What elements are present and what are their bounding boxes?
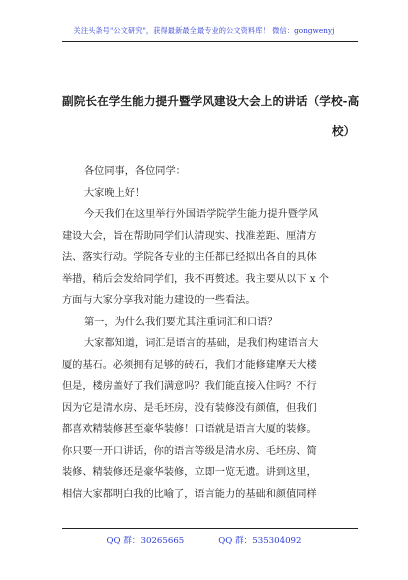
paragraph-line: 法、落实行动。学院各专业的主任都已经拟出各自的具体	[62, 252, 317, 263]
paragraph-line: 厦的基石。必须拥有足够的砖石，我们才能修建摩天大楼	[62, 359, 317, 371]
header-note: 关注头条号"公文研究"，获得最新最全最专业的公文资料库！ 微信：gongwenyj	[73, 26, 335, 35]
paragraph-line: 大家都知道，词汇是语言的基础，是我们构建语言大	[84, 338, 319, 349]
paragraph-line: 相信大家都明白我的比喻了，语言能力的基础和颜值同样	[62, 488, 317, 500]
paragraph-line: 因为它是清水房、是毛坯房，没有装修没有颜值，但我们	[62, 402, 317, 414]
paragraph-line: 建设大会，旨在帮助同学们认清现实、找准差距、厘清方	[62, 230, 317, 242]
paragraph-line: 都喜欢精装修甚至豪华装修！口语就是语言大厦的装修。	[62, 424, 317, 435]
paragraph-line: 但是，楼房盖好了我们满意吗？我们能直接入住吗？不行	[62, 381, 317, 392]
paragraph-line: 方面与大家分享我对能力建设的一些看法。	[62, 295, 256, 306]
footer	[0, 534, 408, 546]
section-heading: 第一，为什么我们要尤其注重词汇和口语？	[84, 316, 278, 328]
paragraph-line: 今天我们在这里举行外国语学院学生能力提升暨学风	[84, 209, 319, 220]
footer-qq-group-1: QQ 群：30265665	[106, 536, 185, 546]
footer-qq-group-2: QQ 群：535304092	[218, 536, 302, 546]
document-title-continued: 校）	[332, 124, 356, 138]
footer-divider	[62, 528, 358, 529]
salutation: 各位同事，各位同学：	[84, 166, 186, 177]
paragraph-line: 你只要一开口讲话，你的语言等级是清水房、毛坯房、简	[62, 445, 317, 457]
header-divider	[62, 41, 358, 42]
paragraph-line: 装修、精装修还是豪华装修，立即一览无遗。讲到这里，	[62, 467, 317, 478]
paragraph-line: 举措，稍后会发给同学们，我不再赘述。我主要从以下 x 个	[62, 273, 329, 285]
document-title: 副院长在学生能力提升暨学风建设大会上的讲话（学校-高	[62, 94, 360, 108]
document-body	[62, 161, 352, 505]
greeting: 大家晚上好！	[84, 187, 146, 199]
